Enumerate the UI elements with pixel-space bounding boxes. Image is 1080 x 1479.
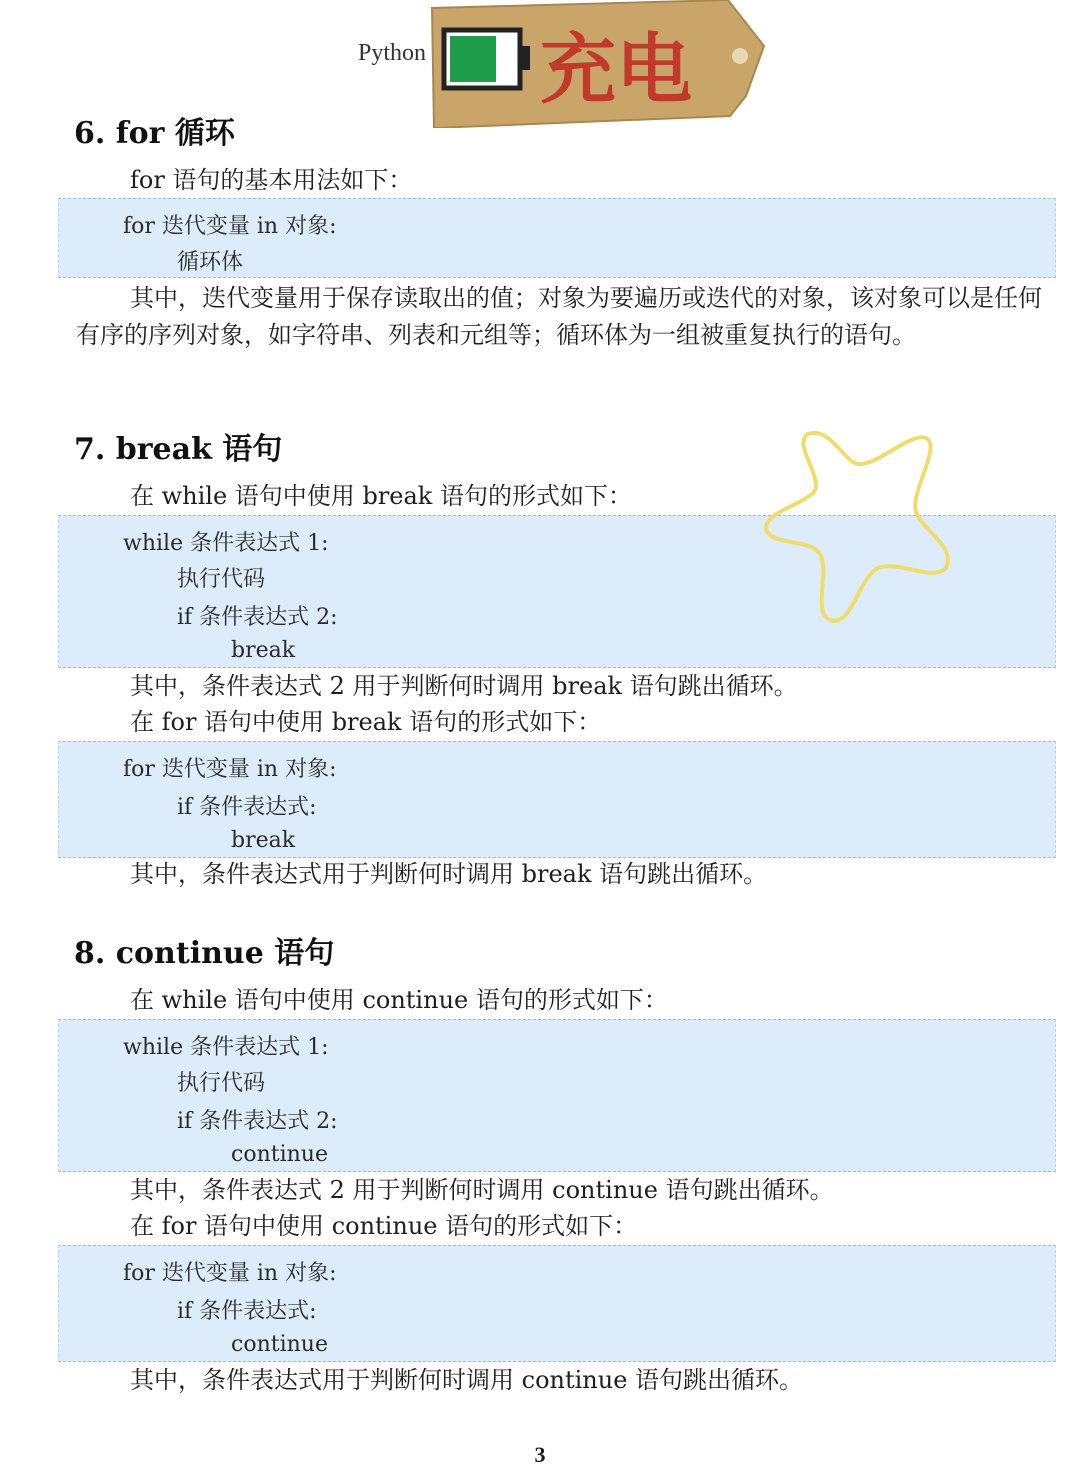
code-line: 执行代码 (177, 567, 266, 592)
code-line: if 条件表达式: (177, 1299, 317, 1324)
section-note-2: 其中，条件表达式用于判断何时调用 continue 语句跳出循环。 (130, 1366, 804, 1394)
code-line: for 迭代变量 in 对象: (123, 214, 337, 239)
section-heading-break: 7. break 语句 (74, 432, 283, 467)
charging-sticker (428, 0, 768, 128)
sticker-label: 充电 (540, 25, 692, 114)
section-note: 其中，条件表达式 2 用于判断何时调用 continue 语句跳出循环。 (130, 1176, 834, 1204)
code-line: continue (231, 1332, 328, 1357)
code-line: 循环体 (177, 250, 244, 275)
code-line: for 迭代变量 in 对象: (123, 757, 337, 782)
code-block (58, 1019, 1056, 1172)
section-intro-2: 在 for 语句中使用 continue 语句的形式如下： (130, 1212, 638, 1240)
section-intro-2: 在 for 语句中使用 break 语句的形式如下： (130, 708, 602, 736)
code-block (58, 1245, 1056, 1362)
section-heading-continue: 8. continue 语句 (74, 936, 335, 971)
section-intro: 在 while 语句中使用 break 语句的形式如下： (130, 482, 632, 510)
code-line: break (231, 828, 296, 853)
code-line: continue (231, 1142, 328, 1167)
code-line: break (231, 638, 296, 663)
code-line: 执行代码 (177, 1071, 266, 1096)
code-line: for 迭代变量 in 对象: (123, 1261, 337, 1286)
section-note: 其中，条件表达式 2 用于判断何时调用 break 语句跳出循环。 (130, 672, 798, 700)
code-line: if 条件表达式 2: (177, 605, 338, 630)
page-number: 3 (534, 1442, 546, 1467)
section-intro: for 语句的基本用法如下： (130, 166, 413, 194)
section-note-2: 其中，条件表达式用于判断何时调用 break 语句跳出循环。 (130, 860, 768, 888)
section-intro: 在 while 语句中使用 continue 语句的形式如下： (130, 986, 668, 1014)
code-line: if 条件表达式 2: (177, 1109, 338, 1134)
code-line: while 条件表达式 1: (123, 1035, 329, 1060)
code-block (58, 741, 1056, 858)
battery-icon (444, 30, 530, 88)
star-doodle-icon (760, 422, 960, 626)
section-note: 其中，迭代变量用于保存读取出的值；对象为要遍历或迭代的对象，该对象可以是任何有序的序列对象，如字符串、列表和元组等；循环体为一组被重复执行的语句。 (76, 284, 1042, 349)
code-line: if 条件表达式: (177, 795, 317, 820)
code-block (58, 198, 1056, 278)
charging-sticker-graphic (428, 0, 768, 128)
section-heading-for: 6. for 循环 (74, 116, 235, 151)
code-line: while 条件表达式 1: (123, 531, 329, 556)
running-header: Python (358, 40, 427, 66)
